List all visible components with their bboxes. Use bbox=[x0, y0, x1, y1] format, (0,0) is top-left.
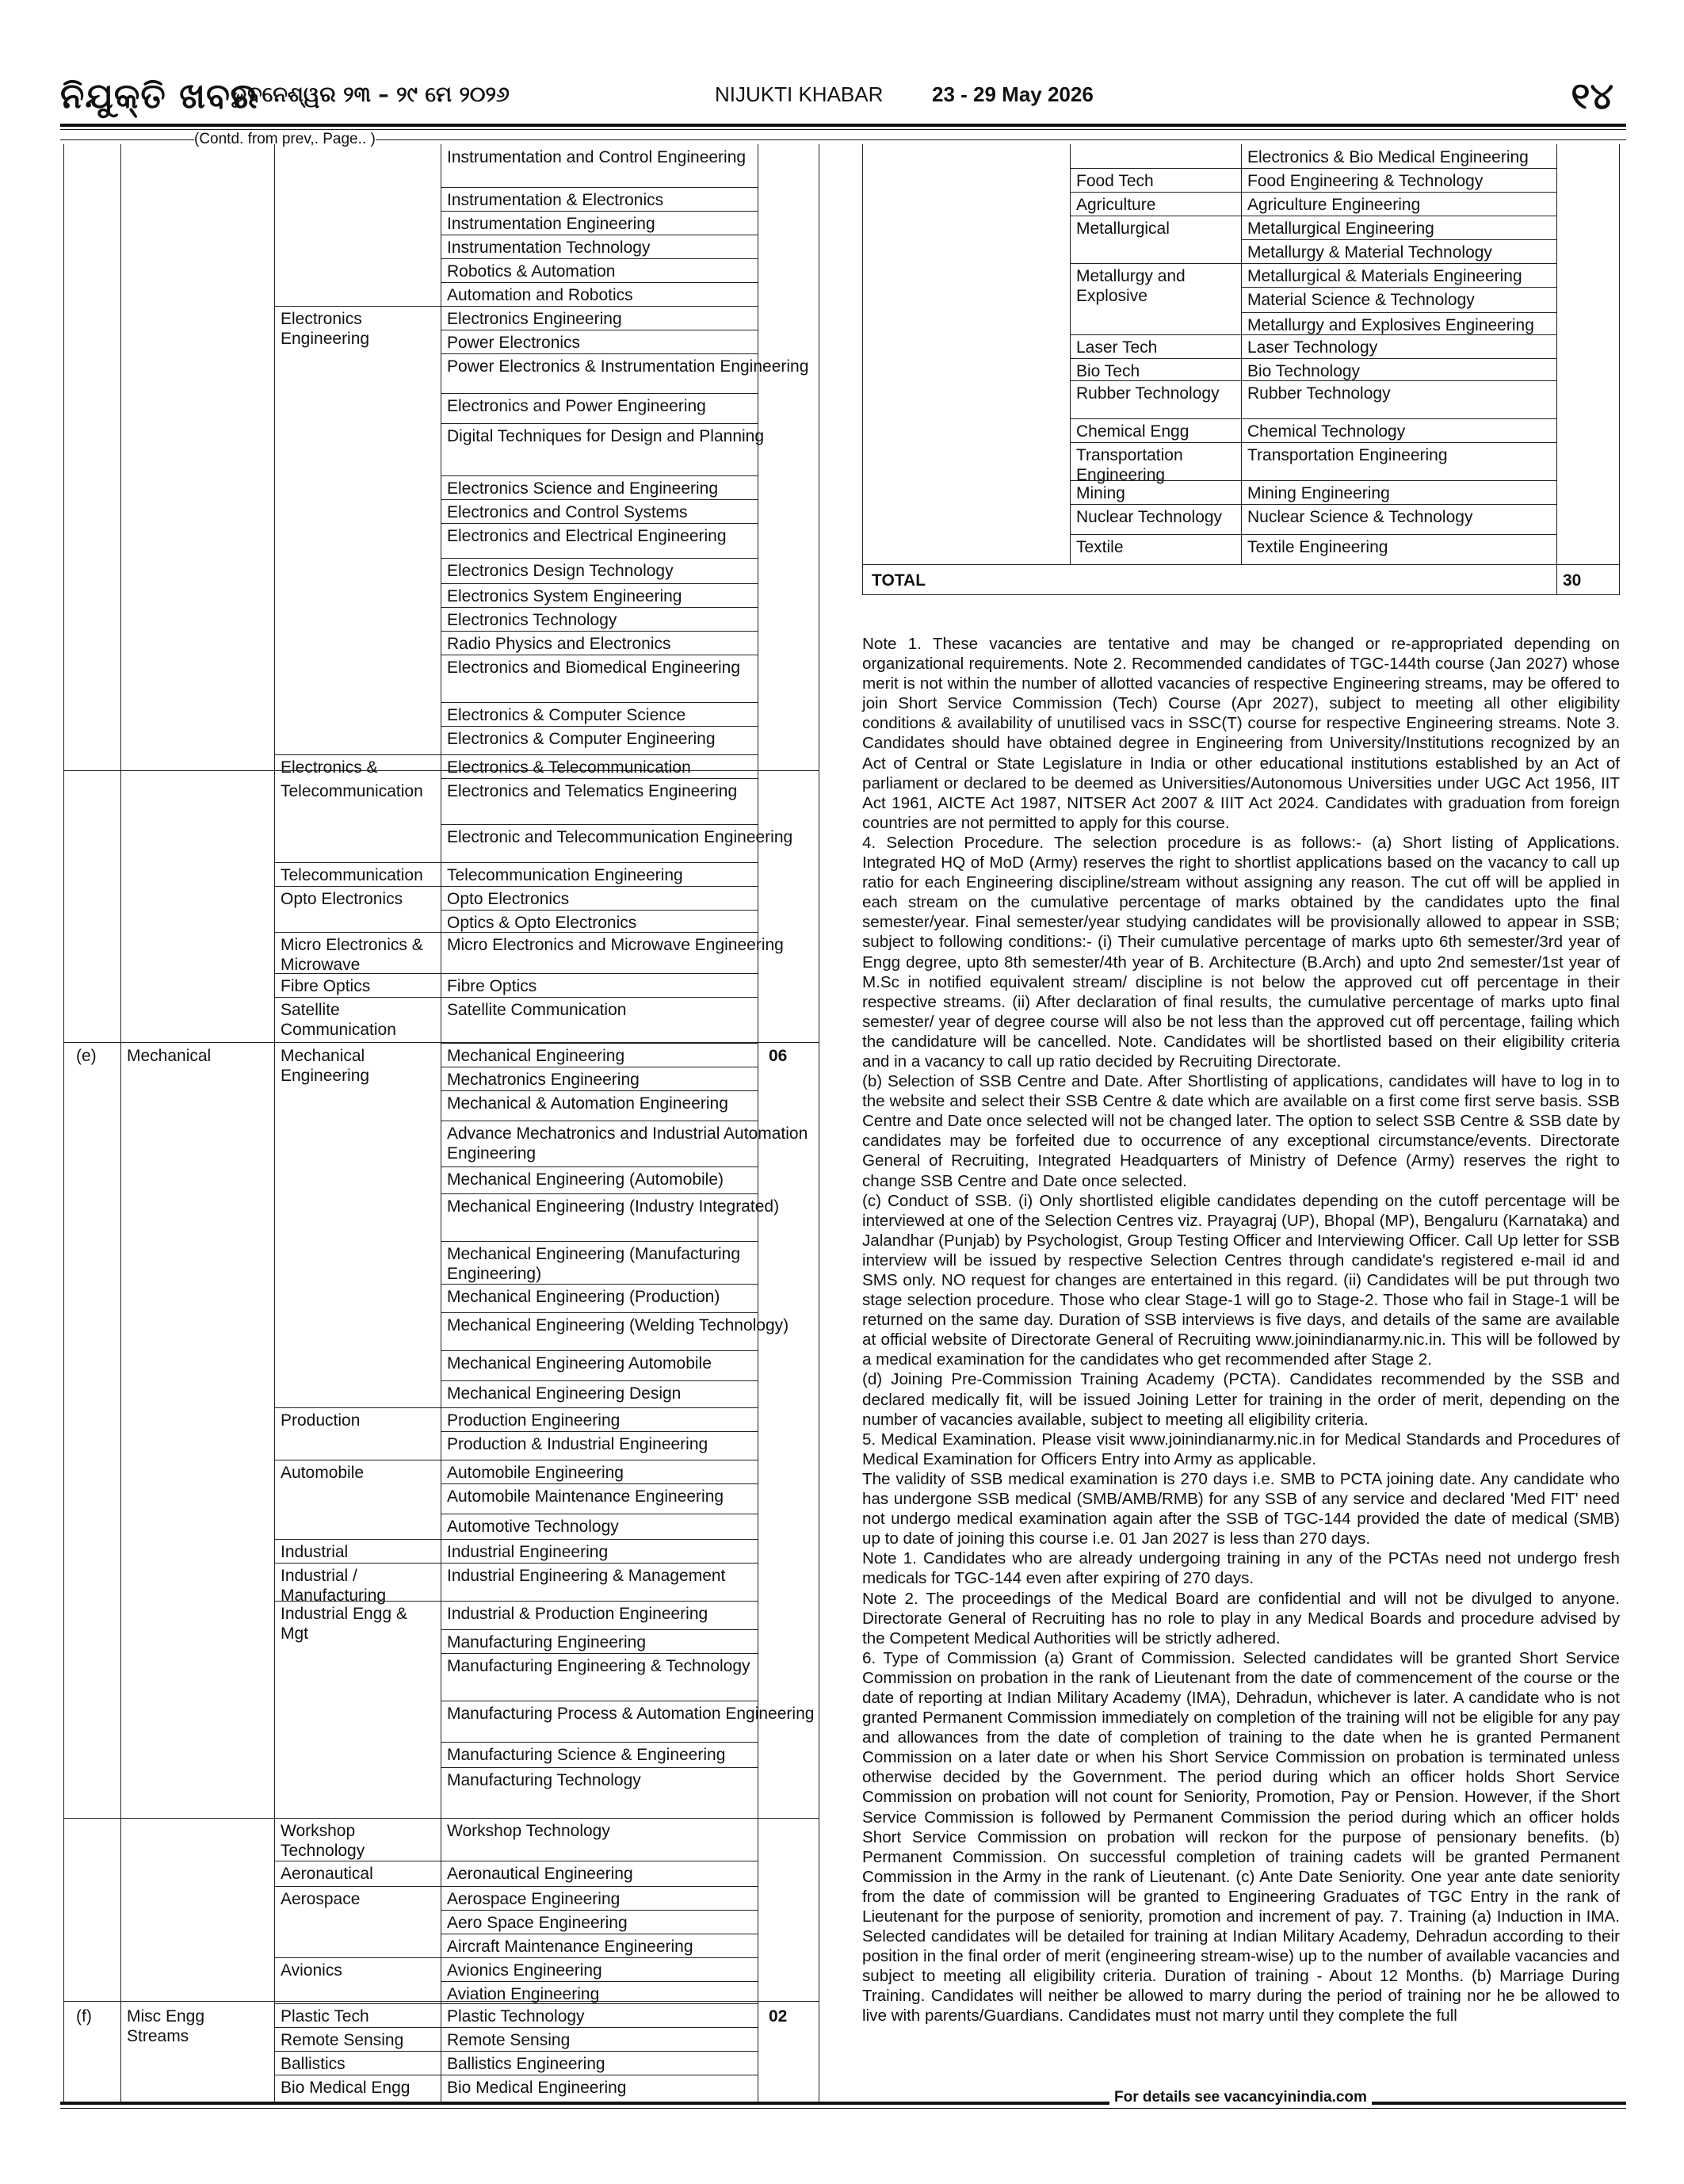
degree-cell: Electronics and Telematics Engineering bbox=[447, 782, 738, 800]
row-divider bbox=[441, 282, 758, 283]
group-divider bbox=[274, 932, 441, 933]
row-divider bbox=[441, 1431, 758, 1432]
group-divider bbox=[274, 1886, 441, 1887]
group-divider bbox=[274, 2027, 441, 2028]
discipline-cell: Industrial / Manufacturing bbox=[281, 1567, 387, 1605]
row-divider bbox=[441, 862, 758, 863]
row-divider bbox=[441, 997, 758, 998]
note-paragraph: 6. Type of Commission (a) Grant of Commission. Selected candidates will be granted Short Service Commission on probation in the rank of Lieutenant from the date of commencement of the course or the date of reporting at Indian Military Academy (IMA), Dehradun, whichever is later. A candidate who is not granted Permanent Commission immediately on completion of the training will not be eligible for any pay and allowances from the date of completion of training to the date when he is granted Permanent Commission on a later date or when his Short Service Commission on probation is terminated unless otherwise decided by the Government. The period during which an officer holds Short Service Commission on probation will not count for Seniority, Promotion, Pay or Pension. However, if the Short Service Commission is followed by Permanent Commission the period during which an officer holds Short Service Commission on probation will reckon for the purpose of pensionary benefits. (b) Permanent Commission. On successful completion of training cadets will be granted Permanent Commission in the Army in the rank of Lieutenant. (c) Ante Date Seniority. One year ante date seniority from the date of commission will be granted to Engineering Graduates of TGC Entry in the rank of Lieutenant for the purpose of seniority, promotion and increment of pay. 7. Training (a) Induction in IMA. Selected candidates will be detailed for training at Indian Military Academy, Dehradun according to their position in the final order of merit (engineering stream-wise) up to the number of available vacancies and subject to meeting all eligibility criteria. Duration of training - About 12 Months. (b) Marriage During Training. Candidates will neither be allowed to marry during the period of training nor he be allowed to live with parents/Guardians. Candidates must not marry until they complete the full bbox=[862, 1648, 1620, 2026]
discipline-cell: Food Tech bbox=[1076, 172, 1154, 190]
discipline-cell: Rubber Technology bbox=[1076, 384, 1220, 403]
footer-note: For details see vacancyinindia.com bbox=[1109, 2089, 1372, 2106]
masthead-rule bbox=[60, 124, 1626, 127]
group-divider bbox=[1070, 504, 1241, 505]
odia-date-line: ଭୁବନେଶ୍ୱର ୨୩ – ୨୯ ମେ ୨୦୨୬ bbox=[231, 82, 510, 107]
row-divider bbox=[441, 1910, 758, 1911]
discipline-cell: Avionics bbox=[281, 1961, 342, 1980]
row-divider bbox=[1241, 334, 1556, 335]
degree-cell: Metallurgical & Materials Engineering bbox=[1247, 267, 1522, 285]
degree-cell: Agriculture Engineering bbox=[1247, 196, 1421, 214]
discipline-cell: Electronics & bbox=[281, 758, 378, 777]
vacancy-cell: 06 bbox=[769, 1047, 788, 1065]
degree-cell: Chemical Technology bbox=[1247, 422, 1406, 441]
row-divider bbox=[441, 726, 758, 727]
continued-note: (Contd. from prev,. Page.. ) bbox=[194, 131, 376, 147]
row-divider bbox=[441, 778, 758, 779]
row-divider bbox=[441, 1886, 758, 1887]
total-value: 30 bbox=[1563, 571, 1582, 590]
note-paragraph: Note 1. These vacancies are tentative and may be changed or re-appropriated depending on organizational requirements. Note 2. Recommended candidates of TGC-144th course (Jan 2027) whose merit is not within the number of allotted vacancies of respective Engineering streams, may be offered to join Short Service Commission (Tech) Course (Apr 2027), subject to meeting all other eligibility conditions & availability of unutilised vacs in SSC(T) course for respective Engineering streams. Note 3. Candidates should have obtained degree in Engineering from University/Institutions recognized by an Act of Central or State Legislature in India or other educational institutions established by an Act of parliament or declared to be deemed as Universities/Autonomous Universities under UGC Act 1956, IIT Act 1961, AICTE Act 1987, NITSER Act 2007 & IIIT Act 2024. Candidates with graduation from foreign countries are not permitted to apply for this course. bbox=[862, 635, 1620, 832]
degree-cell: Instrumentation Engineering bbox=[447, 215, 655, 233]
row-divider bbox=[441, 1653, 758, 1654]
discipline-cell: Workshop Technology bbox=[281, 1822, 365, 1860]
degree-cell: Power Electronics bbox=[447, 334, 581, 352]
degree-cell: Aircraft Maintenance Engineering bbox=[447, 1938, 693, 1956]
group-divider bbox=[1070, 380, 1241, 381]
degree-cell: Electronics and Biomedical Engineering bbox=[447, 659, 741, 677]
serial-cell: (f) bbox=[76, 2007, 92, 2026]
row-divider bbox=[441, 1483, 758, 1484]
degree-cell: Automotive Technology bbox=[447, 1518, 619, 1536]
degree-cell: Remote Sensing bbox=[447, 2031, 571, 2049]
degree-cell: Bio Medical Engineering bbox=[447, 2079, 627, 2097]
total-label: TOTAL bbox=[872, 571, 926, 590]
row-divider bbox=[441, 1380, 758, 1381]
group-divider bbox=[274, 1818, 441, 1819]
masthead bbox=[60, 73, 1626, 125]
discipline-cell: Opto Electronics bbox=[281, 890, 403, 908]
degree-cell: Electronics and Electrical Engineering bbox=[447, 527, 727, 545]
note-paragraph: (b) Selection of SSB Centre and Date. After Shortlisting of applications, candidates will have to log in to the website and select their SSB Centre & date which are available on a first come first serve basis. SSB Centre and Date once selected will not be changed later. The option to select SSB Centre & SSB date by candidates may be forfeited due to occurrence of any exceptional circumstance/events. Directorate General of Recruiting, Integrated Headquarters of Ministry of Defence (Army) reserves the right to change SSB Centre and Date once selected. bbox=[862, 1072, 1620, 1190]
discipline-cell: Telecommunication bbox=[281, 866, 423, 884]
degree-cell: Electronics & Computer Engineering bbox=[447, 730, 716, 748]
degree-cell: Production & Industrial Engineering bbox=[447, 1435, 708, 1453]
row-divider bbox=[441, 1767, 758, 1768]
degree-cell: Textile Engineering bbox=[1247, 538, 1388, 556]
row-divider bbox=[441, 2003, 758, 2004]
note-paragraph: Note 1. Candidates who are already undergoing training in any of the PCTAs need not undergo fresh medicals for TGC-144 even after expiring of 270 days. bbox=[862, 1549, 1620, 1588]
group-divider bbox=[274, 306, 441, 307]
row-divider bbox=[441, 1539, 758, 1540]
degree-cell: Advance Mechatronics and Industrial Automation Engineering bbox=[447, 1124, 808, 1163]
degree-cell: Manufacturing Science & Engineering bbox=[447, 1746, 726, 1764]
discipline-cell: Transportation Engineering bbox=[1076, 446, 1183, 484]
degree-cell: Mechatronics Engineering bbox=[447, 1071, 640, 1089]
group-divider bbox=[1070, 334, 1241, 335]
degree-cell: Instrumentation & Electronics bbox=[447, 191, 664, 209]
degree-cell: Radio Physics and Electronics bbox=[447, 635, 671, 653]
serial-cell: (e) bbox=[76, 1047, 97, 1065]
vacancy-cell: 02 bbox=[769, 2007, 788, 2026]
degree-cell: Nuclear Science & Technology bbox=[1247, 508, 1473, 526]
discipline-cell: Fibre Optics bbox=[281, 977, 371, 995]
row-divider bbox=[441, 353, 758, 354]
group-divider bbox=[274, 2051, 441, 2052]
degree-cell: Automation and Robotics bbox=[447, 286, 633, 304]
degree-cell: Mechanical Engineering (Production) bbox=[447, 1288, 720, 1306]
degree-cell: Opto Electronics bbox=[447, 890, 570, 908]
degree-cell: Manufacturing Technology bbox=[447, 1771, 641, 1789]
degree-cell: Avionics Engineering bbox=[447, 1961, 602, 1980]
row-divider bbox=[1241, 504, 1556, 505]
group-divider bbox=[1070, 534, 1241, 535]
discipline-cell: Satellite Communication bbox=[281, 1001, 396, 1039]
group-divider bbox=[274, 997, 441, 998]
row-divider bbox=[441, 932, 758, 933]
row-divider bbox=[441, 910, 758, 911]
degree-cell: Micro Electronics and Microwave Engineering bbox=[447, 936, 784, 954]
degree-cell: Ballistics Engineering bbox=[447, 2055, 605, 2073]
degree-cell: Digital Techniques for Design and Planning bbox=[447, 427, 765, 445]
row-divider bbox=[441, 1818, 758, 1819]
group-divider bbox=[274, 862, 441, 863]
row-divider bbox=[441, 1629, 758, 1630]
degree-cell: Electronics and Control Systems bbox=[447, 503, 688, 521]
row-divider bbox=[1241, 418, 1556, 419]
degree-cell: Material Science & Technology bbox=[1247, 291, 1475, 309]
group-divider bbox=[1070, 480, 1241, 481]
degree-cell: Mechanical Engineering bbox=[447, 1047, 625, 1065]
degree-cell: Food Engineering & Technology bbox=[1247, 172, 1484, 190]
group-divider bbox=[274, 2003, 441, 2004]
discipline-cell: Bio Tech bbox=[1076, 362, 1140, 380]
row-divider bbox=[441, 2027, 758, 2028]
degree-cell: Electronic and Telecommunication Engineering bbox=[447, 828, 793, 846]
stream-cell: Mechanical bbox=[127, 1047, 212, 1065]
row-divider bbox=[1241, 263, 1556, 264]
page-number: ୧୪ bbox=[1571, 74, 1613, 117]
degree-cell: Mechanical Engineering Automobile bbox=[447, 1354, 712, 1373]
discipline-cell: Remote Sensing bbox=[281, 2031, 404, 2049]
discipline-cell: Metallurgy and Explosive bbox=[1076, 267, 1186, 305]
row-divider bbox=[1241, 239, 1556, 240]
note-paragraph: Note 2. The proceedings of the Medical Board are confidential and will not be divulged to anyone. Directorate General of Recruiting has no role to play in any Medical Boards and procedure advised by the Competent Medical Authorities will be strictly adhered. bbox=[862, 1589, 1620, 1648]
row-divider bbox=[441, 2051, 758, 2052]
row-divider bbox=[441, 824, 758, 825]
discipline-cell: Ballistics bbox=[281, 2055, 346, 2073]
vacancy-table-left bbox=[63, 144, 819, 2103]
discipline-cell: Laser Tech bbox=[1076, 338, 1158, 357]
discipline-cell: Industrial bbox=[281, 1543, 349, 1561]
degree-cell: Aero Space Engineering bbox=[447, 1914, 628, 1932]
degree-cell: Manufacturing Engineering & Technology bbox=[447, 1657, 750, 1675]
degree-cell: Metallurgy & Material Technology bbox=[1247, 243, 1492, 262]
discipline-cell: Mechanical Engineering bbox=[281, 1047, 370, 1085]
stream-cell: Misc Engg Streams bbox=[127, 2007, 205, 2045]
degree-cell: Mechanical Engineering (Industry Integrated) bbox=[447, 1197, 780, 1216]
row-divider bbox=[1241, 312, 1556, 313]
group-divider bbox=[274, 886, 441, 887]
degree-cell: Instrumentation Technology bbox=[447, 239, 651, 257]
degree-cell: Electronics Engineering bbox=[447, 310, 622, 328]
row-divider bbox=[441, 523, 758, 524]
group-divider bbox=[274, 1601, 441, 1602]
discipline-cell: Aerospace bbox=[281, 1890, 361, 1908]
group-divider bbox=[274, 1539, 441, 1540]
degree-cell: Aviation Engineering bbox=[447, 1985, 600, 2003]
row-divider bbox=[441, 1957, 758, 1958]
discipline-cell: Bio Medical Engg bbox=[281, 2079, 410, 2097]
row-divider bbox=[441, 754, 758, 755]
row-divider bbox=[441, 1350, 758, 1351]
discipline-cell: Agriculture bbox=[1076, 196, 1156, 214]
row-divider bbox=[441, 1563, 758, 1564]
note-paragraph: 4. Selection Procedure. The selection procedure is as follows:- (a) Short listing of Applications. Integrated HQ of MoD (Army) reserves the right to shortlist applications based on the vacancy to call up ratio for each Engineering discipline/stream without assigning any reason. The cut off will be applied in each stream on the cumulative percentage of marks obtained by the candidates upto the final semester/year. Final semester/year studying candidates will be provisionally allowed to appear in SSB; subject to following conditions:- (i) Their cumulative percentage of marks upto 6th semester/3rd year of Engg degree, upto 8th semester/4th year of B. Architecture (B.Arch) and upto 2nd semester/1st year of M.Sc in notified equivalent stream/ discipline is not below the approved cut off percentage in their respective streams. (ii) After declaration of final results, the cumulative percentage of marks upto final semester/ year of degree course will also be not less than the approved cut off percentage, failing which the candidature will be cancelled. Note. Candidates will be shortlisted based on their eligibility criteria and in a vacancy to call up ratio decided by Recruiting Directorate. bbox=[862, 833, 1620, 1071]
discipline-cell: Production bbox=[281, 1411, 361, 1430]
degree-cell: Mechanical & Automation Engineering bbox=[447, 1094, 728, 1113]
row-divider bbox=[1241, 442, 1556, 443]
degree-cell: Electronics Technology bbox=[447, 611, 617, 629]
degree-cell: Laser Technology bbox=[1247, 338, 1378, 357]
degree-cell: Plastic Technology bbox=[447, 2007, 585, 2026]
row-divider bbox=[441, 1241, 758, 1242]
degree-cell: Mechanical Engineering (Welding Technology) bbox=[447, 1316, 789, 1334]
row-divider bbox=[441, 973, 758, 974]
degree-cell: Telecommunication Engineering bbox=[447, 866, 683, 884]
degree-cell: Mechanical Engineering (Manufacturing Engineering) bbox=[447, 1245, 741, 1283]
degree-cell: Electronics and Power Engineering bbox=[447, 397, 706, 415]
group-divider bbox=[1070, 418, 1241, 419]
group-divider bbox=[274, 1407, 441, 1408]
degree-cell: Aeronautical Engineering bbox=[447, 1865, 633, 1883]
row-divider bbox=[441, 1043, 758, 1044]
degree-cell: Bio Technology bbox=[1247, 362, 1361, 380]
row-divider bbox=[441, 423, 758, 424]
degree-cell: Mechanical Engineering Design bbox=[447, 1384, 682, 1403]
row-divider bbox=[441, 702, 758, 703]
group-divider bbox=[1070, 168, 1241, 169]
row-divider bbox=[441, 499, 758, 500]
degree-cell: Metallurgy and Explosives Engineering bbox=[1247, 316, 1534, 334]
degree-cell: Mining Engineering bbox=[1247, 484, 1390, 502]
degree-cell: Rubber Technology bbox=[1247, 384, 1391, 403]
discipline-cell: Chemical Engg bbox=[1076, 422, 1189, 441]
group-divider bbox=[1070, 358, 1241, 359]
row-divider bbox=[441, 211, 758, 212]
degree-cell: Instrumentation and Control Engineering bbox=[447, 148, 747, 166]
row-divider bbox=[441, 1601, 758, 1602]
group-divider bbox=[1070, 192, 1241, 193]
group-divider bbox=[274, 1957, 441, 1958]
discipline-cell: Plastic Tech bbox=[281, 2007, 369, 2026]
row-divider bbox=[1241, 380, 1556, 381]
newspaper-logo: ନିଯୁକ୍ତି ଖବର bbox=[60, 76, 258, 116]
row-divider bbox=[441, 1284, 758, 1285]
note-paragraph: (d) Joining Pre-Commission Training Academy (PCTA). Candidates recommended by the SSB and declared medically fit, will be issued Joining Letter for training in the order of merit, depending on the number of vacancies available, subject to meeting all eligibility criteria. bbox=[862, 1370, 1620, 1429]
group-divider bbox=[274, 754, 441, 755]
degree-cell: Production Engineering bbox=[447, 1411, 621, 1430]
degree-cell: Metallurgical Engineering bbox=[1247, 220, 1434, 238]
degree-cell: Electronics & Computer Science bbox=[447, 706, 686, 724]
row-divider bbox=[441, 631, 758, 632]
degree-cell: Aerospace Engineering bbox=[447, 1890, 621, 1908]
degree-cell: Optics & Opto Electronics bbox=[447, 914, 637, 932]
notes-text bbox=[862, 634, 1620, 2026]
row-divider bbox=[441, 1166, 758, 1167]
degree-cell: Industrial & Production Engineering bbox=[447, 1605, 708, 1623]
row-divider bbox=[441, 1312, 758, 1313]
degree-cell: Industrial Engineering bbox=[447, 1543, 609, 1561]
row-divider bbox=[441, 558, 758, 559]
masthead-rule-thin bbox=[60, 129, 1626, 130]
row-divider bbox=[1241, 534, 1556, 535]
discipline-cell: Textile bbox=[1076, 538, 1124, 556]
discipline-cell: Micro Electronics & Microwave bbox=[281, 936, 423, 974]
issue-date: 23 - 29 May 2026 bbox=[932, 82, 1094, 106]
row-divider bbox=[441, 393, 758, 394]
degree-cell: Satellite Communication bbox=[447, 1001, 627, 1019]
row-divider bbox=[441, 1090, 758, 1091]
discipline-cell: Metallurgical bbox=[1076, 220, 1170, 238]
degree-cell: Fibre Optics bbox=[447, 977, 537, 995]
discipline-cell: Nuclear Technology bbox=[1076, 508, 1223, 526]
discipline-cell: Automobile bbox=[281, 1464, 365, 1482]
degree-cell: Workshop Technology bbox=[447, 1822, 610, 1840]
row-divider bbox=[441, 258, 758, 259]
discipline-cell: Industrial Engg & Mgt bbox=[281, 1605, 407, 1643]
degree-cell: Transportation Engineering bbox=[1247, 446, 1448, 464]
discipline-cell: Aeronautical bbox=[281, 1865, 373, 1883]
paper-name: NIJUKTI KHABAR bbox=[715, 82, 884, 106]
row-divider bbox=[1241, 358, 1556, 359]
row-divider bbox=[441, 607, 758, 608]
degree-cell: Manufacturing Engineering bbox=[447, 1633, 646, 1651]
note-paragraph: The validity of SSB medical examination is 270 days i.e. SMB to PCTA joining date. Any candidate who has undergone SSB medical (SMB/AMB/RMB) for any SSB of any service and declared 'Med FIT' need not undergo medical examination again after the SSB of TGC-144 provided the date of medical (SMB) up to date of joining this course i.e. 01 Jan 2027 is less than 270 days. bbox=[862, 1469, 1620, 1548]
degree-cell: Power Electronics & Instrumentation Engineering bbox=[447, 357, 809, 376]
footer-rule bbox=[60, 2102, 1626, 2105]
note-paragraph: (c) Conduct of SSB. (i) Only shortlisted eligible candidates depending on the cutoff percentage will be interviewed at one of the Selection Centres viz. Prayagraj (UP), Bhopal (MP), Bengaluru (Karnataka) and Jalandhar (Punjab) by Psychologist, Group Testing Officer and Interviewing Officer. Call Up letter for SSB interview will be issued by respective Selection Centres through candidate's registered e-mail id and SMS only. NO request for changes are entertained in this regard. (ii) Candidates will be put through two stage selection procedure. Those who clear Stage-1 will go to Stage-2. Those who fail in Stage-1 will be returned on the same day. Duration of SSB interviews is five days, and details of the same are available at official website of Directorate General of Recruiting www.joinindianarmy.nic.in. This will be followed by a medical examination for the candidates who get recommended after Stage 2. bbox=[862, 1191, 1620, 1369]
row-divider bbox=[441, 1981, 758, 1982]
degree-cell: Electronics System Engineering bbox=[447, 587, 682, 605]
degree-cell: Manufacturing Process & Automation Engineering bbox=[447, 1705, 815, 1723]
degree-cell: Mechanical Engineering (Automobile) bbox=[447, 1170, 724, 1189]
group-divider bbox=[1070, 263, 1241, 264]
row-divider bbox=[441, 475, 758, 476]
row-divider bbox=[441, 306, 758, 307]
row-divider bbox=[441, 583, 758, 584]
row-divider bbox=[1241, 287, 1556, 288]
degree-cell: Electronics & Telecommunication bbox=[447, 758, 691, 777]
degree-cell: Automobile Maintenance Engineering bbox=[447, 1487, 724, 1506]
row-divider bbox=[441, 1742, 758, 1743]
row-divider bbox=[1241, 192, 1556, 193]
group-divider bbox=[274, 973, 441, 974]
row-divider bbox=[1241, 480, 1556, 481]
discipline-cell: Mining bbox=[1076, 484, 1125, 502]
row-divider bbox=[441, 187, 758, 188]
row-divider bbox=[1241, 168, 1556, 169]
row-divider bbox=[441, 886, 758, 887]
row-divider bbox=[441, 1193, 758, 1194]
degree-cell: Electronics Design Technology bbox=[447, 562, 674, 580]
degree-cell: Robotics & Automation bbox=[447, 262, 616, 281]
row-divider bbox=[441, 1407, 758, 1408]
group-divider bbox=[1070, 442, 1241, 443]
note-paragraph: 5. Medical Examination. Please visit www.joinindianarmy.nic.in for Medical Standards and Procedures of Medical Examination for Officers Entry into Army as applicable. bbox=[862, 1430, 1620, 1468]
degree-cell: Electronics & Bio Medical Engineering bbox=[1247, 148, 1529, 166]
degree-cell: Industrial Engineering & Management bbox=[447, 1567, 726, 1585]
discipline-cell: Telecommunication bbox=[281, 782, 423, 800]
discipline-cell: Electronics Engineering bbox=[281, 310, 370, 348]
degree-cell: Automobile Engineering bbox=[447, 1464, 624, 1482]
degree-cell: Electronics Science and Engineering bbox=[447, 479, 719, 498]
group-divider bbox=[274, 1563, 441, 1564]
footer-rule-thin bbox=[60, 2108, 1626, 2109]
